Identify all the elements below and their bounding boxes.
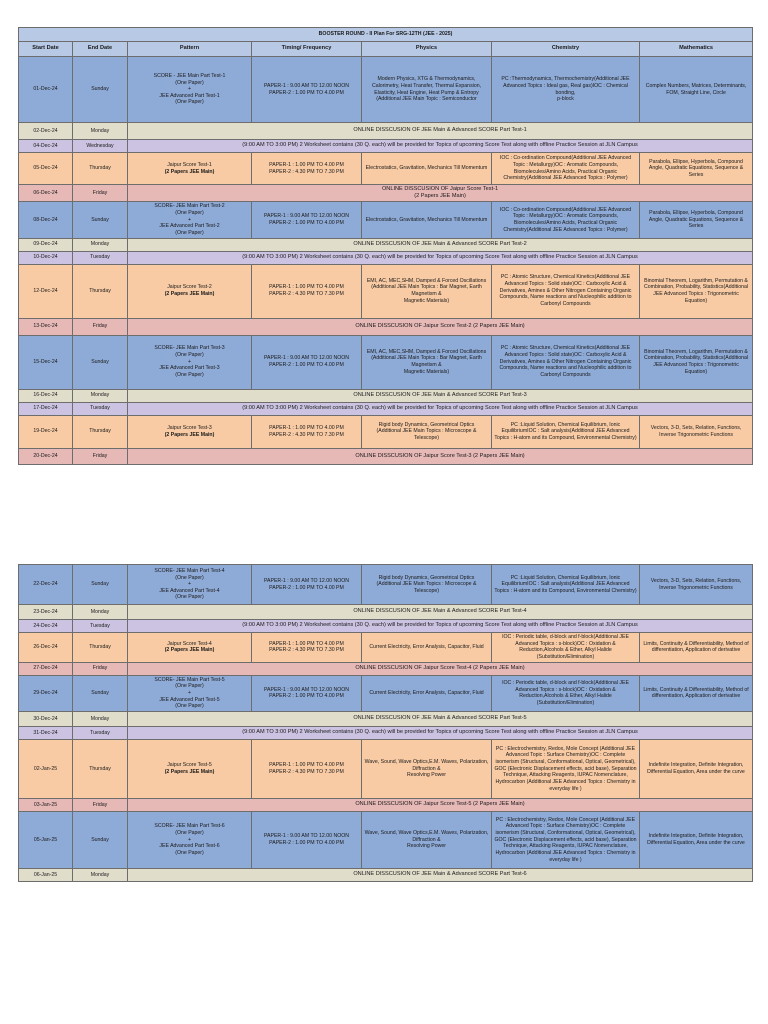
end-day-cell: Thursday bbox=[73, 415, 128, 448]
start-date-cell: 13-Dec-24 bbox=[19, 318, 73, 335]
mathematics-cell: Vectors, 3-D, Sets, Relation, Functions, Inverse Trigonometric Functions bbox=[640, 415, 753, 448]
pattern-cell bbox=[128, 335, 252, 389]
physics-cell: Modern Physics, XTG & Thermodynamics, Calorimetry, Heat Transfer, Thermal Expansion, Elasticity, Heat Engine, Heat Pump & Entropy (Additional JEE Main Topic : Semiconductor bbox=[362, 57, 492, 123]
pattern-text: SCORE- JEE Main Part Test-2 (One Paper) + JEE Advanced Part Test-2 (One Paper) bbox=[154, 203, 225, 236]
test-row bbox=[19, 153, 753, 185]
chemistry-cell: PC :Liquid Solution, Chemical Equilibrium, Ionic EquilibriumIOC : Salt analysis(Additional JEE Advanced Topics : H-atom and its Compound, Environmental Chemistry) bbox=[492, 565, 640, 605]
pattern-note: (2 Papers JEE Main) bbox=[164, 168, 215, 175]
discussion-row bbox=[19, 238, 753, 251]
start-date-cell: 16-Dec-24 bbox=[19, 389, 73, 402]
discussion-row bbox=[19, 620, 753, 633]
schedule-table-1 bbox=[18, 27, 753, 465]
plan-title: BOOSTER ROUND - II Plan For SRG-12TH (JEE - 2025) bbox=[19, 28, 753, 42]
physics-cell: EMI, AC, MEC,SHM, Damped & Forced Oscillations (Additional JEE Main Topics : Bar Magnet, Earth Magnetism & Magnetic Materials) bbox=[362, 335, 492, 389]
end-day-cell: Monday bbox=[73, 605, 128, 620]
online-discussion-cell: ONLINE DISSCUSION OF JEE Main & Advanced SCORE Part Test-5 bbox=[128, 711, 753, 726]
pattern-text: SCORE- JEE Main Part Test-6 (One Paper) + JEE Advanced Part Test-6 (One Paper) bbox=[154, 823, 225, 856]
chemistry-cell: PC :Thermodynamics, Thermochemistry(Additional JEE Advanced Topics : Ideal gas, Real gas)IOC : Chemical bonding, p-block bbox=[492, 57, 640, 123]
end-day-cell: Sunday bbox=[73, 565, 128, 605]
end-day-cell: Friday bbox=[73, 318, 128, 335]
end-day-cell: Friday bbox=[73, 448, 128, 464]
schedule-body-2 bbox=[19, 565, 753, 882]
start-date-cell: 19-Dec-24 bbox=[19, 415, 73, 448]
end-day-cell: Friday bbox=[73, 798, 128, 811]
timing-cell: PAPER-1 : 9.00 AM TO 12.00 NOON PAPER-2 : 1.00 PM TO 4.00 PM bbox=[252, 675, 362, 711]
header-physics: Physics bbox=[362, 42, 492, 57]
end-day-cell: Wednesday bbox=[73, 140, 128, 153]
mathematics-cell: Parabola, Ellipse, Hyperbola, Compound Angle, Quadratic Equations, Sequence & Series bbox=[640, 202, 753, 238]
mathematics-cell: Indefinite Integration, Definite Integration, Differential Equation, Area under the curve bbox=[640, 811, 753, 868]
test-row bbox=[19, 57, 753, 123]
online-discussion-cell: ONLINE DISSCUSION OF JEE Main & Advanced SCORE Part Test-1 bbox=[128, 123, 753, 140]
chemistry-cell: IOC : Co-ordination Compound(Additional JEE Advanced Topic : Metallurgy)OC : Aromatic Compounds, Biomolecules/Amino Acids, Practical Organic Chemistry(Additional JEE Advanced Topics : Polymer) bbox=[492, 153, 640, 185]
discussion-row bbox=[19, 868, 753, 881]
discussion-row bbox=[19, 798, 753, 811]
test-row bbox=[19, 415, 753, 448]
timing-cell: PAPER-1 : 9.00 AM TO 12.00 NOON PAPER-2 : 1.00 PM TO 4.00 PM bbox=[252, 202, 362, 238]
end-day-cell: Monday bbox=[73, 238, 128, 251]
pattern-cell bbox=[128, 811, 252, 868]
test-row bbox=[19, 633, 753, 663]
pattern-note: (2 Papers JEE Main) bbox=[164, 431, 215, 438]
end-day-cell: Thursday bbox=[73, 633, 128, 663]
end-day-cell: Thursday bbox=[73, 264, 128, 318]
discussion-row bbox=[19, 402, 753, 415]
chemistry-cell: PC :Liquid Solution, Chemical Equilibrium, Ionic EquilibriumIOC : Salt analysis(Additional JEE Advanced Topics : H-atom and its Compound, Environmental Chemistry) bbox=[492, 415, 640, 448]
discussion-row bbox=[19, 711, 753, 726]
start-date-cell: 06-Dec-24 bbox=[19, 185, 73, 202]
end-day-cell: Monday bbox=[73, 123, 128, 140]
test-row bbox=[19, 335, 753, 389]
end-day-cell: Tuesday bbox=[73, 620, 128, 633]
end-day-cell: Tuesday bbox=[73, 726, 128, 739]
online-discussion-cell: ONLINE DISSCUSION OF JEE Main & Advanced SCORE Part Test-6 bbox=[128, 868, 753, 881]
timing-cell: PAPER-1 : 1.00 PM TO 4.00 PM PAPER-2 : 4.30 PM TO 7.30 PM bbox=[252, 633, 362, 663]
start-date-cell: 30-Dec-24 bbox=[19, 711, 73, 726]
worksheet-note-cell: (9:00 AM TO 3:00 PM) 2 Worksheet contains (30 Q. each) will be provided for Topics of upcoming Score Test along with offline Practice Session at JLN Campus bbox=[128, 251, 753, 264]
end-day-cell: Sunday bbox=[73, 335, 128, 389]
start-date-cell: 04-Dec-24 bbox=[19, 140, 73, 153]
physics-cell: Electrostatics, Gravitation, Mechanics Till Momentum bbox=[362, 202, 492, 238]
end-day-cell: Sunday bbox=[73, 811, 128, 868]
pattern-text: SCORE- JEE Main Part Test-5 (One Paper) + JEE Advanced Part Test-5 (One Paper) bbox=[154, 676, 225, 710]
physics-cell: EMI, AC, MEC,SHM, Damped & Forced Oscillations (Additional JEE Main Topics : Bar Magnet, Earth Magnetism & Magnetic Materials) bbox=[362, 264, 492, 318]
discussion-row bbox=[19, 605, 753, 620]
start-date-cell: 23-Dec-24 bbox=[19, 605, 73, 620]
start-date-cell: 17-Dec-24 bbox=[19, 402, 73, 415]
chemistry-cell: IOC : Co-ordination Compound(Additional JEE Advanced Topic : Metallurgy)OC : Aromatic Compounds, Biomolecules/Amino Acids, Practical Organic Chemistry(Additional JEE Advanced Topics : Polymer) bbox=[492, 202, 640, 238]
chemistry-cell: PC : Atomic Structure, Chemical Kinetics(Additional JEE Advanced Topics : Solid state)OC : Carboxylic Acid & Derivatives, Amines & Other Nitrogen Containing Organic Compounds, Name reactions and Nucleophilic addition to Carbonyl Compounds bbox=[492, 264, 640, 318]
mathematics-cell: Limits, Continuity & Differentiability, Method of differentiation, Application of derivative bbox=[640, 633, 753, 663]
start-date-cell: 27-Dec-24 bbox=[19, 662, 73, 675]
discussion-row bbox=[19, 389, 753, 402]
online-discussion-cell: ONLINE DISSCUSION OF JEE Main & Advanced SCORE Part Test-3 bbox=[128, 389, 753, 402]
pattern-text: Jaipur Score Test-5 bbox=[167, 762, 212, 769]
discussion-row bbox=[19, 318, 753, 335]
physics-cell: Rigid body Dynamics, Geometrical Optics (Additional JEE Main Topics : Microscope & Telescope) bbox=[362, 565, 492, 605]
pattern-cell bbox=[128, 202, 252, 238]
end-day-cell: Monday bbox=[73, 711, 128, 726]
online-discussion-cell: ONLINE DISSCUSION OF JEE Main & Advanced SCORE Part Test-4 bbox=[128, 605, 753, 620]
start-date-cell: 01-Dec-24 bbox=[19, 57, 73, 123]
start-date-cell: 05-Dec-24 bbox=[19, 153, 73, 185]
end-day-cell: Friday bbox=[73, 662, 128, 675]
discussion-row bbox=[19, 185, 753, 202]
start-date-cell: 22-Dec-24 bbox=[19, 565, 73, 605]
mathematics-cell: Vectors, 3-D, Sets, Relation, Functions, Inverse Trigonometric Functions bbox=[640, 565, 753, 605]
pattern-text: SCORE - JEE Main Part Test-1 (One Paper) + JEE Advanced Part Test-1 (One Paper) bbox=[153, 72, 226, 106]
worksheet-note-cell: (9:00 AM TO 3:00 PM) 2 Worksheet contains (30 Q. each) will be provided for Topics of upcoming Score Test along with offline Practice Session at JLN Campus bbox=[128, 620, 753, 633]
discussion-row bbox=[19, 448, 753, 464]
pattern-cell bbox=[128, 57, 252, 123]
online-discussion-cell: ONLINE DISSCUSION OF Jaipur Score Test-1 (2 Papers JEE Main) bbox=[128, 185, 753, 202]
chemistry-cell: PC : Electrochemistry, Redox, Mole Concept (Additional JEE Advanced Topic : Surface Chemistry)OC : Complete isomerism (Structural, Conformational, Optical, Geometrical), GOC (Electronic Displacement effects, acid base), Separation Technique, Attacking Reagents, IUPAC Nomenclature, Hydrocarbon (Additional JEE Advanced Topics : Chemistry in everyday life ) bbox=[492, 811, 640, 868]
timing-cell: PAPER-1 : 1.00 PM TO 4.00 PM PAPER-2 : 4.30 PM TO 7.30 PM bbox=[252, 264, 362, 318]
pattern-cell bbox=[128, 153, 252, 185]
start-date-cell: 31-Dec-24 bbox=[19, 726, 73, 739]
end-day-cell: Monday bbox=[73, 389, 128, 402]
discussion-row bbox=[19, 123, 753, 140]
timing-cell: PAPER-1 : 1.00 PM TO 4.00 PM PAPER-2 : 4.30 PM TO 7.30 PM bbox=[252, 153, 362, 185]
chemistry-cell: IOC : Periodic table, d-block and f-block(Additional JEE Advanced Topics : s-block)OC : Oxidation & Reduction,Alcohols & Ether, Alkyl Halide (Substitution/Elimination) bbox=[492, 633, 640, 663]
pattern-cell bbox=[128, 415, 252, 448]
pattern-text: SCORE- JEE Main Part Test-4 (One Paper) + JEE Advanced Part Test-4 (One Paper) bbox=[154, 567, 225, 601]
worksheet-note-cell: (9:00 AM TO 3:00 PM) 2 Worksheet contains (30 Q. each) will be provided for Topics of upcoming Score Test along with offline Practice Session at JLN Campus bbox=[128, 402, 753, 415]
test-row bbox=[19, 739, 753, 798]
start-date-cell: 03-Jan-25 bbox=[19, 798, 73, 811]
worksheet-note-cell: (9:00 AM TO 3:00 PM) 2 Worksheet contains (30 Q. each) will be provided for Topics of upcoming Score Test along with offline Practice Session at JLN Campus bbox=[128, 140, 753, 153]
discussion-row bbox=[19, 662, 753, 675]
physics-cell: Electrostatics, Gravitation, Mechanics Till Momentum bbox=[362, 153, 492, 185]
online-discussion-cell: ONLINE DISSCUSION OF JEE Main & Advanced SCORE Part Test-2 bbox=[128, 238, 753, 251]
pattern-text: Jaipur Score Test-4 bbox=[167, 640, 212, 647]
start-date-cell: 20-Dec-24 bbox=[19, 448, 73, 464]
mathematics-cell: Binomial Theorem, Logarithm, Permutation & Combination, Probability, Statistics(Additional JEE Advanced Topics : Trigonometric Equation) bbox=[640, 264, 753, 318]
start-date-cell: 02-Jan-25 bbox=[19, 739, 73, 798]
end-day-cell: Thursday bbox=[73, 153, 128, 185]
end-day-cell: Monday bbox=[73, 868, 128, 881]
discussion-row bbox=[19, 251, 753, 264]
end-day-cell: Thursday bbox=[73, 739, 128, 798]
pattern-text: Jaipur Score Test-3 bbox=[167, 424, 212, 431]
worksheet-note-cell: (9:00 AM TO 3:00 PM) 2 Worksheet contains (30 Q. each) will be provided for Topics of upcoming Score Test along with offline Practice Session at JLN Campus bbox=[128, 726, 753, 739]
physics-cell: Current Electricity, Error Analysis, Capacitor, Fluid bbox=[362, 633, 492, 663]
online-discussion-cell: ONLINE DISSCUSION OF Jaipur Score Test-4 (2 Papers JEE Main) bbox=[128, 662, 753, 675]
physics-cell: Wave, Sound, Wave Optics,E.M. Waves, Polarization, Diffraction & Resolving Power bbox=[362, 739, 492, 798]
header-chemistry: Chemistry bbox=[492, 42, 640, 57]
chemistry-cell: PC : Electrochemistry, Redox, Mole Concept (Additional JEE Advanced Topic : Surface Chemistry)OC : Complete isomerism (Structural, Conformational, Optical, Geometrical), GOC (Electronic Displacement effects, acid base), Separation Technique, Attacking Reagents, IUPAC Nomenclature, Hydrocarbon (Additional JEE Advanced Topics : Chemistry in everyday life ) bbox=[492, 739, 640, 798]
pattern-note: (2 Papers JEE Main) bbox=[164, 647, 215, 654]
mathematics-cell: Parabola, Ellipse, Hyperbola, Compound Angle, Quadratic Equations, Sequence & Series bbox=[640, 153, 753, 185]
pattern-text: SCORE- JEE Main Part Test-3 (One Paper) + JEE Advanced Part Test-3 (One Paper) bbox=[154, 345, 225, 379]
test-row bbox=[19, 565, 753, 605]
start-date-cell: 08-Dec-24 bbox=[19, 202, 73, 238]
timing-cell: PAPER-1 : 9.00 AM TO 12.00 NOON PAPER-2 : 1.00 PM TO 4.00 PM bbox=[252, 335, 362, 389]
start-date-cell: 02-Dec-24 bbox=[19, 123, 73, 140]
test-row bbox=[19, 811, 753, 868]
start-date-cell: 15-Dec-24 bbox=[19, 335, 73, 389]
start-date-cell: 09-Dec-24 bbox=[19, 238, 73, 251]
end-day-cell: Sunday bbox=[73, 57, 128, 123]
schedule-table-2 bbox=[18, 564, 753, 882]
start-date-cell: 29-Dec-24 bbox=[19, 675, 73, 711]
test-row bbox=[19, 264, 753, 318]
discussion-row bbox=[19, 140, 753, 153]
header-row bbox=[19, 42, 753, 57]
start-date-cell: 26-Dec-24 bbox=[19, 633, 73, 663]
pattern-cell bbox=[128, 739, 252, 798]
header-mathematics: Mathematics bbox=[640, 42, 753, 57]
pattern-text: Jaipur Score Test-1 bbox=[167, 161, 212, 168]
start-date-cell: 05-Jan-25 bbox=[19, 811, 73, 868]
chemistry-cell: IOC : Periodic table, d-block and f-block(Additional JEE Advanced Topics : s-block)OC : Oxidation & Reduction,Alcohols & Ether, Alkyl Halide (Substitution/Elimination) bbox=[492, 675, 640, 711]
schedule-body-1 bbox=[19, 28, 753, 465]
mathematics-cell: Complex Numbers, Matrices, Determinants, FOM, Straight Line, Circle bbox=[640, 57, 753, 123]
discussion-row bbox=[19, 726, 753, 739]
pattern-note: (2 Papers JEE Main) bbox=[164, 768, 215, 775]
start-date-cell: 24-Dec-24 bbox=[19, 620, 73, 633]
pattern-cell bbox=[128, 565, 252, 605]
timing-cell: PAPER-1 : 9.00 AM TO 12.00 NOON PAPER-2 : 1.00 PM TO 4.00 PM bbox=[252, 811, 362, 868]
online-discussion-cell: ONLINE DISSCUSION OF Jaipur Score Test-3 (2 Papers JEE Main) bbox=[128, 448, 753, 464]
end-day-cell: Tuesday bbox=[73, 251, 128, 264]
timing-cell: PAPER-1 : 9.00 AM TO 12.00 NOON PAPER-2 : 1.00 PM TO 4.00 PM bbox=[252, 57, 362, 123]
start-date-cell: 10-Dec-24 bbox=[19, 251, 73, 264]
test-row bbox=[19, 202, 753, 238]
pattern-note: (2 Papers JEE Main) bbox=[164, 291, 215, 298]
start-date-cell: 06-Jan-25 bbox=[19, 868, 73, 881]
end-day-cell: Tuesday bbox=[73, 402, 128, 415]
header-start-date: Start Date bbox=[19, 42, 73, 57]
physics-cell: Current Electricity, Error Analysis, Capacitor, Fluid bbox=[362, 675, 492, 711]
physics-cell: Rigid body Dynamics, Geometrical Optics (Additional JEE Main Topics : Microscope & Telescope) bbox=[362, 415, 492, 448]
chemistry-cell: PC : Atomic Structure, Chemical Kinetics(Additional JEE Advanced Topics : Solid state)OC : Carboxylic Acid & Derivatives, Amines & Other Nitrogen Containing Organic Compounds, Name reactions and Nucleophilic addition to Carbonyl Compounds bbox=[492, 335, 640, 389]
timing-cell: PAPER-1 : 9.00 AM TO 12.00 NOON PAPER-2 : 1.00 PM TO 4.00 PM bbox=[252, 565, 362, 605]
pattern-text: Jaipur Score Test-2 bbox=[167, 284, 212, 291]
online-discussion-cell: ONLINE DISSCUSION OF Jaipur Score Test-2 (2 Papers JEE Main) bbox=[128, 318, 753, 335]
end-day-cell: Friday bbox=[73, 185, 128, 202]
end-day-cell: Sunday bbox=[73, 202, 128, 238]
timing-cell: PAPER-1 : 1.00 PM TO 4.00 PM PAPER-2 : 4.30 PM TO 7.30 PM bbox=[252, 739, 362, 798]
header-timing: Timing/ Frequency bbox=[252, 42, 362, 57]
end-day-cell: Sunday bbox=[73, 675, 128, 711]
header-end-date: End Date bbox=[73, 42, 128, 57]
timing-cell: PAPER-1 : 1.00 PM TO 4.00 PM PAPER-2 : 4.30 PM TO 7.30 PM bbox=[252, 415, 362, 448]
header-pattern: Pattern bbox=[128, 42, 252, 57]
pattern-cell bbox=[128, 675, 252, 711]
mathematics-cell: Binomial Theorem, Logarithm, Permutation & Combination, Probability, Statistics(Additional JEE Advanced Topics : Trigonometric Equation) bbox=[640, 335, 753, 389]
mathematics-cell: Limits, Continuity & Differentiability, Method of differentiation, Application of derivative bbox=[640, 675, 753, 711]
online-discussion-cell: ONLINE DISSCUSION OF Jaipur Score Test-5 (2 Papers JEE Main) bbox=[128, 798, 753, 811]
start-date-cell: 12-Dec-24 bbox=[19, 264, 73, 318]
pattern-cell bbox=[128, 633, 252, 663]
test-row bbox=[19, 675, 753, 711]
pattern-cell bbox=[128, 264, 252, 318]
physics-cell: Wave, Sound, Wave Optics,E.M. Waves, Polarization, Diffraction & Resolving Power bbox=[362, 811, 492, 868]
mathematics-cell: Indefinite Integration, Definite Integration, Differential Equation, Area under the curve bbox=[640, 739, 753, 798]
